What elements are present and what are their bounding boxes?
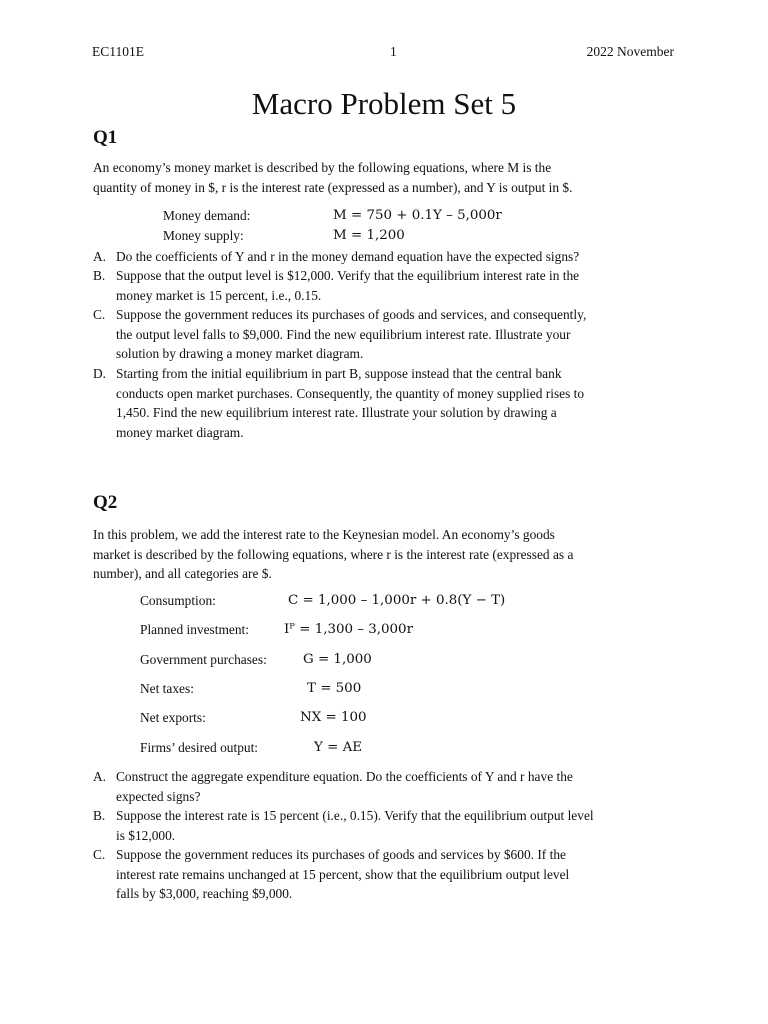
q2-eq-expr: G = 1,000 xyxy=(303,652,372,667)
date: 2022 November xyxy=(586,44,674,59)
q2-eq-label: Firms’ desired output: xyxy=(140,740,259,755)
q1-heading: Q1 xyxy=(93,127,118,148)
q2-part-letter: C. xyxy=(93,847,106,862)
q1-intro-line: quantity of money in $, r is the interest rate (expressed as a number), and Y is output in $. xyxy=(93,179,573,195)
q2-part-letter: B. xyxy=(93,808,106,823)
q1-part-line: solution by drawing a money market diagram. xyxy=(116,346,364,361)
q2-intro-line: number), and all categories are $. xyxy=(93,566,272,581)
q2-part-line: falls by $3,000, reaching $9,000. xyxy=(116,886,293,901)
q2-eq-label: Planned investment: xyxy=(140,622,249,637)
q1-part-line: 1,450. Find the new equilibrium interest rate. Illustrate your solution by drawing a xyxy=(116,405,557,420)
q2-intro xyxy=(93,525,573,584)
page-title: Macro Problem Set 5 xyxy=(251,86,517,121)
q2-part-line: Suppose the interest rate is 15 percent (i.e., 0.15). Verify that the equilibrium output level xyxy=(116,808,594,823)
q2-intro-line: In this problem, we add the interest rate to the Keynesian model. An economy’s goods xyxy=(93,527,555,542)
q1-eq-label: Money demand: xyxy=(163,208,251,223)
q1-part-line: money market diagram. xyxy=(116,424,244,440)
q1-part-line: money market is 15 percent, i.e., 0.15. xyxy=(116,287,322,303)
q1-part-letter: C. xyxy=(93,307,106,322)
q2-part-line: expected signs? xyxy=(116,788,201,804)
q1-part-letter: B. xyxy=(93,268,106,283)
q2-part-line: is $12,000. xyxy=(116,827,176,843)
q2-intro-line: market is described by the following equations, where r is the interest rate (expressed as a xyxy=(93,546,574,562)
course-code: EC1101E xyxy=(92,44,144,59)
q1-part-line: Suppose the government reduces its purchases of goods and services, and consequently, xyxy=(116,307,587,322)
q1-eq-expr: M = 1,200 xyxy=(333,228,405,243)
q1-eq-expr: M = 750 + 0.1Y – 5,000r xyxy=(333,208,502,223)
page-number: 1 xyxy=(390,44,397,59)
q1-part-text xyxy=(116,364,584,442)
q2-heading: Q2 xyxy=(93,492,118,513)
q1-part-text xyxy=(116,305,586,364)
q1-part-line: Do the coefficients of Y and r in the money demand equation have the expected signs? xyxy=(116,249,580,264)
q2-eq-expr: NX = 100 xyxy=(300,710,367,725)
q2-part-letter: A. xyxy=(93,769,107,784)
q2-eq-expr: Y = AE xyxy=(314,740,363,755)
q2-eq-expr: T = 500 xyxy=(307,681,362,696)
q2-eq-expr: Iᴾ = 1,300 – 3,000r xyxy=(284,622,413,637)
q1-intro-line: An economy’s money market is described by the following equations, where M is the xyxy=(93,160,552,175)
q2-part-line: Suppose the government reduces its purchases of goods and services by $600. If the xyxy=(116,847,566,862)
q2-eq-label: Net exports: xyxy=(140,710,206,725)
q1-part-line: Starting from the initial equilibrium in part B, suppose instead that the central bank xyxy=(116,366,562,381)
q2-part-text xyxy=(116,845,569,904)
q2-part-line: interest rate remains unchanged at 15 percent, show that the equilibrium output level xyxy=(116,866,570,882)
q1-part-letter: D. xyxy=(93,366,107,381)
q2-eq-label: Consumption: xyxy=(140,593,216,608)
q2-part-text xyxy=(116,806,594,845)
q1-part-line: the output level falls to $9,000. Find the new equilibrium interest rate. Illustrate your xyxy=(116,326,571,342)
q2-eq-label: Net taxes: xyxy=(140,681,194,696)
q1-part-text xyxy=(116,266,579,305)
q2-part-line: Construct the aggregate expenditure equation. Do the coefficients of Y and r have the xyxy=(116,769,573,784)
q1-eq-label: Money supply: xyxy=(163,228,244,243)
q2-part-text xyxy=(116,767,573,806)
q1-intro xyxy=(93,158,572,197)
q2-eq-expr: C = 1,000 – 1,000r + 0.8(Y − T) xyxy=(288,593,506,608)
q2-eq-label: Government purchases: xyxy=(140,652,267,667)
q1-part-line: conducts open market purchases. Consequently, the quantity of money supplied rises to xyxy=(116,385,585,401)
q1-part-line: Suppose that the output level is $12,000. Verify that the equilibrium interest rate in the xyxy=(116,268,580,283)
q1-part-letter: A. xyxy=(93,249,107,264)
q1-part-text xyxy=(116,247,579,267)
